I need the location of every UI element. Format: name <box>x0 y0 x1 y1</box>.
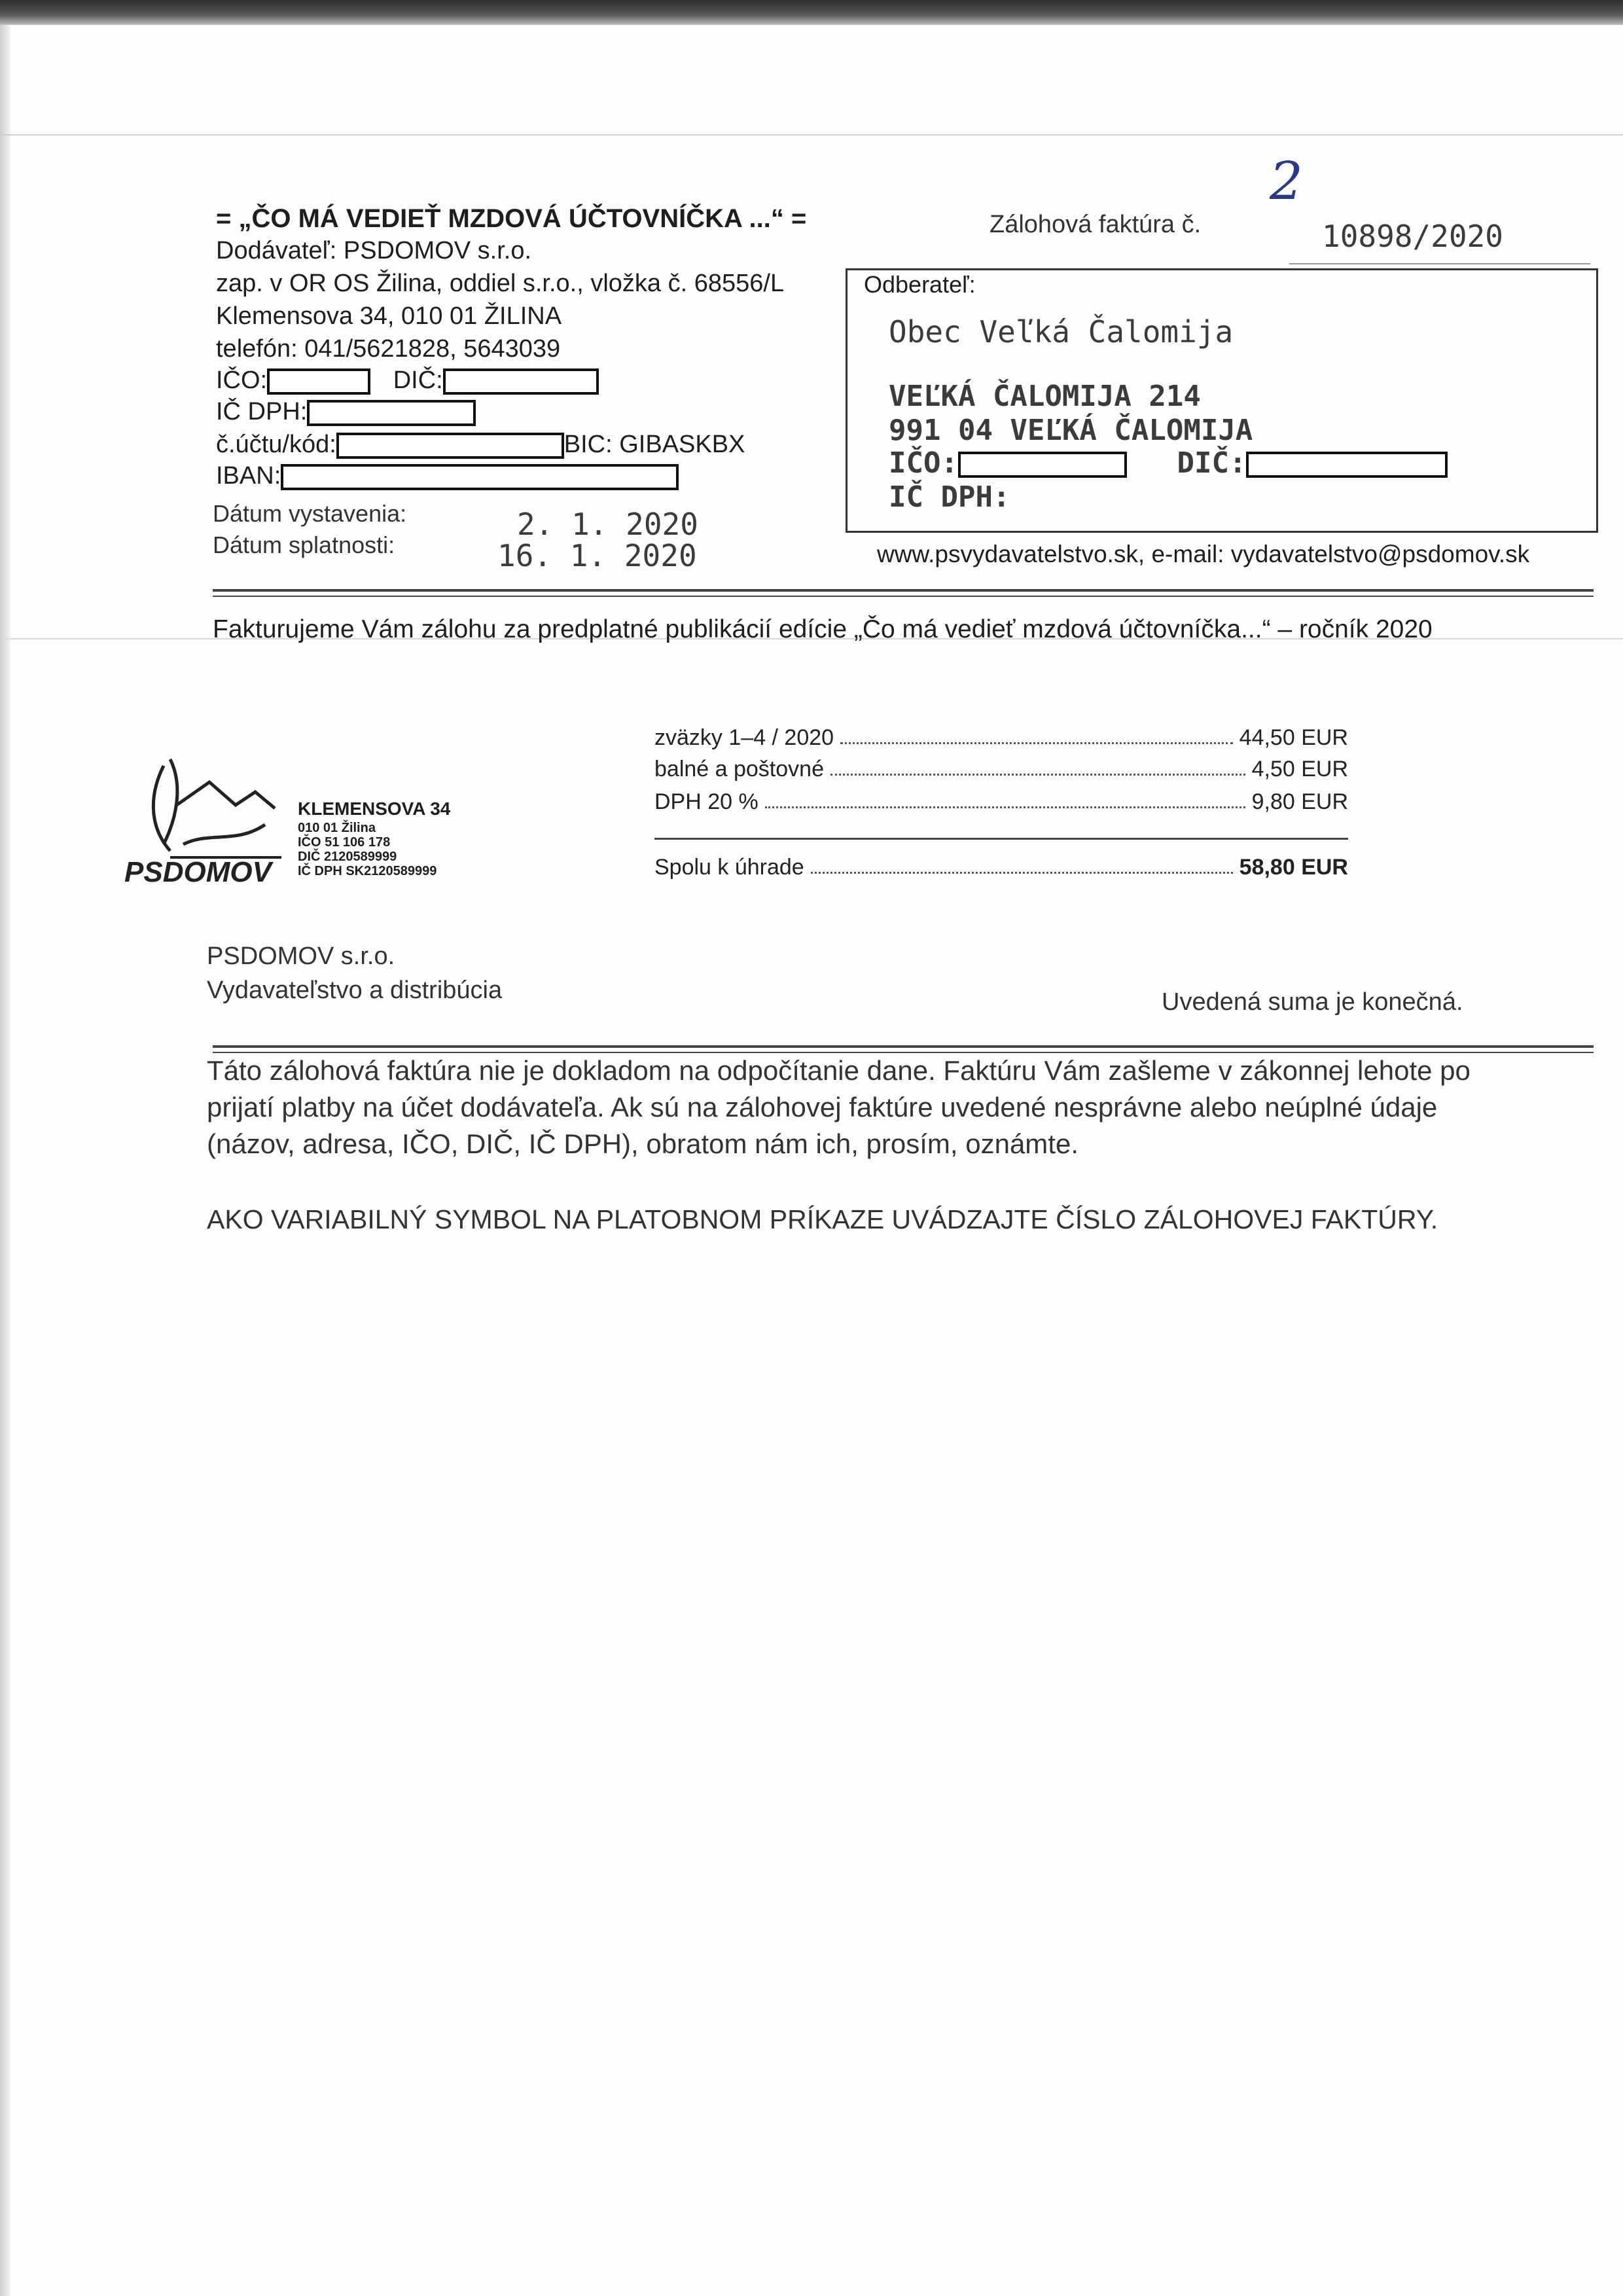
dic-label: DIČ: <box>393 367 443 394</box>
total-value: 58,80 EUR <box>1239 855 1348 880</box>
redacted-field <box>307 400 476 426</box>
redacted-field <box>336 433 564 459</box>
stamp-brand: PSDOMOV <box>124 856 272 888</box>
customer-dic-label: DIČ: <box>1177 446 1247 480</box>
redacted-field <box>281 464 679 490</box>
supplier-icdph-row <box>216 398 476 426</box>
supplier-address: Klemensova 34, 010 01 ŽILINA <box>216 302 562 330</box>
stamp-city: 010 01 Žilina <box>298 821 376 835</box>
invoice-number-underline <box>1289 263 1590 264</box>
line-item <box>654 789 1348 815</box>
supplier-phone: telefón: 041/5621828, 5643039 <box>216 335 561 363</box>
logo-graphic <box>124 746 294 870</box>
total-label: Spolu k úhrade <box>654 855 804 880</box>
issue-date-label: Dátum vystavenia: <box>213 500 407 527</box>
scan-top-edge <box>0 0 1623 25</box>
line-item-label: balné a poštovné <box>654 757 824 781</box>
due-date-label: Dátum splatnosti: <box>213 531 395 558</box>
iban-label: IBAN: <box>216 462 281 490</box>
redacted-field <box>443 368 599 395</box>
account-label: č.účtu/kód: <box>216 431 336 458</box>
line-item-value: 9,80 EUR <box>1251 789 1348 814</box>
company-stamp <box>124 746 491 890</box>
redacted-field <box>1246 452 1448 478</box>
supplier-ico-row <box>216 367 599 395</box>
stamp-icdph: IČ DPH SK2120589999 <box>298 864 437 878</box>
line-item-value: 44,50 EUR <box>1239 725 1348 750</box>
divider-rule <box>213 589 1594 592</box>
customer-name: Obec Veľká Čalomija <box>889 314 1234 350</box>
variable-symbol-notice: AKO VARIABILNÝ SYMBOL NA PLATOBNOM PRÍKAZE UVÁDZAJTE ČÍSLO ZÁLOHOVEJ FAKTÚRY. <box>207 1204 1438 1234</box>
stamp-street: KLEMENSOVA 34 <box>298 798 451 819</box>
customer-label: Odberateľ: <box>864 271 976 298</box>
total-row <box>654 855 1348 880</box>
customer-street: VEĽKÁ ČALOMIJA 214 <box>889 380 1201 413</box>
ico-label: IČO: <box>216 367 268 394</box>
supplier-iban-row <box>216 462 679 490</box>
footer-rule <box>213 1052 1594 1053</box>
line-item <box>654 725 1348 751</box>
supplier-registration: zap. v OR OS Žilina, oddiel s.r.o., vložka č. 68556/L <box>216 270 785 297</box>
redacted-field <box>958 452 1127 478</box>
company-department: Vydavateľstvo a distribúcia <box>207 977 503 1004</box>
fold-line <box>0 134 1623 135</box>
supplier-account-row <box>216 431 745 459</box>
contact-line: www.psvydavatelstvo.sk, e-mail: vydavatelstvo@psdomov.sk <box>877 541 1530 567</box>
footer-paragraph-line: prijatí platby na účet dodávateľa. Ak sú na zálohovej faktúre uvedené nesprávne alebo neúplné údaje <box>207 1092 1438 1122</box>
icdph-label: IČ DPH: <box>216 398 308 425</box>
customer-ico-label: IČO: <box>889 446 958 480</box>
footer-paragraph-line: Táto zálohová faktúra nie je dokladom na odpočítanie dane. Faktúru Vám zašleme v zákonnej lehote po <box>207 1055 1471 1086</box>
line-item-value: 4,50 EUR <box>1251 757 1348 781</box>
line-item-label: DPH 20 % <box>654 789 758 814</box>
divider-rule <box>213 596 1594 597</box>
line-item-label: zväzky 1–4 / 2020 <box>654 725 834 750</box>
issue-date-value: 2. 1. 2020 <box>517 507 698 542</box>
due-date-value: 16. 1. 2020 <box>497 538 697 573</box>
line-item <box>654 757 1348 782</box>
company-name: PSDOMOV s.r.o. <box>207 942 395 970</box>
publication-title: = „ČO MÁ VEDIEŤ MZDOVÁ ÚČTOVNÍČKA ...“ = <box>216 204 807 233</box>
intro-text: Fakturujeme Vám zálohu za predplatné publikácií edície „Čo má vedieť mzdová účtovníčka...“ – ročník 2020 <box>213 615 1433 643</box>
supplier-name: Dodávateľ: PSDOMOV s.r.o. <box>216 237 532 264</box>
invoice-label: Zálohová faktúra č. <box>990 211 1202 238</box>
customer-icdph-label: IČ DPH: <box>889 480 1010 514</box>
total-rule <box>654 838 1348 840</box>
scan-left-edge <box>0 25 10 2296</box>
customer-ids-row <box>889 446 1448 480</box>
customer-city: 991 04 VEĽKÁ ČALOMIJA <box>889 414 1253 447</box>
bic-label: BIC: GIBASKBX <box>563 431 745 458</box>
stamp-ico: IČO 51 106 178 <box>298 835 391 850</box>
final-amount-note: Uvedená suma je konečná. <box>1162 988 1463 1016</box>
footer-paragraph-line: (názov, adresa, IČO, DIČ, IČ DPH), obratom nám ich, prosím, oznámte. <box>207 1128 1079 1159</box>
footer-rule <box>213 1045 1594 1048</box>
stamp-dic: DIČ 2120589999 <box>298 850 397 864</box>
redacted-field <box>267 368 370 395</box>
handwritten-mark: 2 <box>1270 151 1303 211</box>
invoice-number: 10898/2020 <box>1322 219 1503 254</box>
